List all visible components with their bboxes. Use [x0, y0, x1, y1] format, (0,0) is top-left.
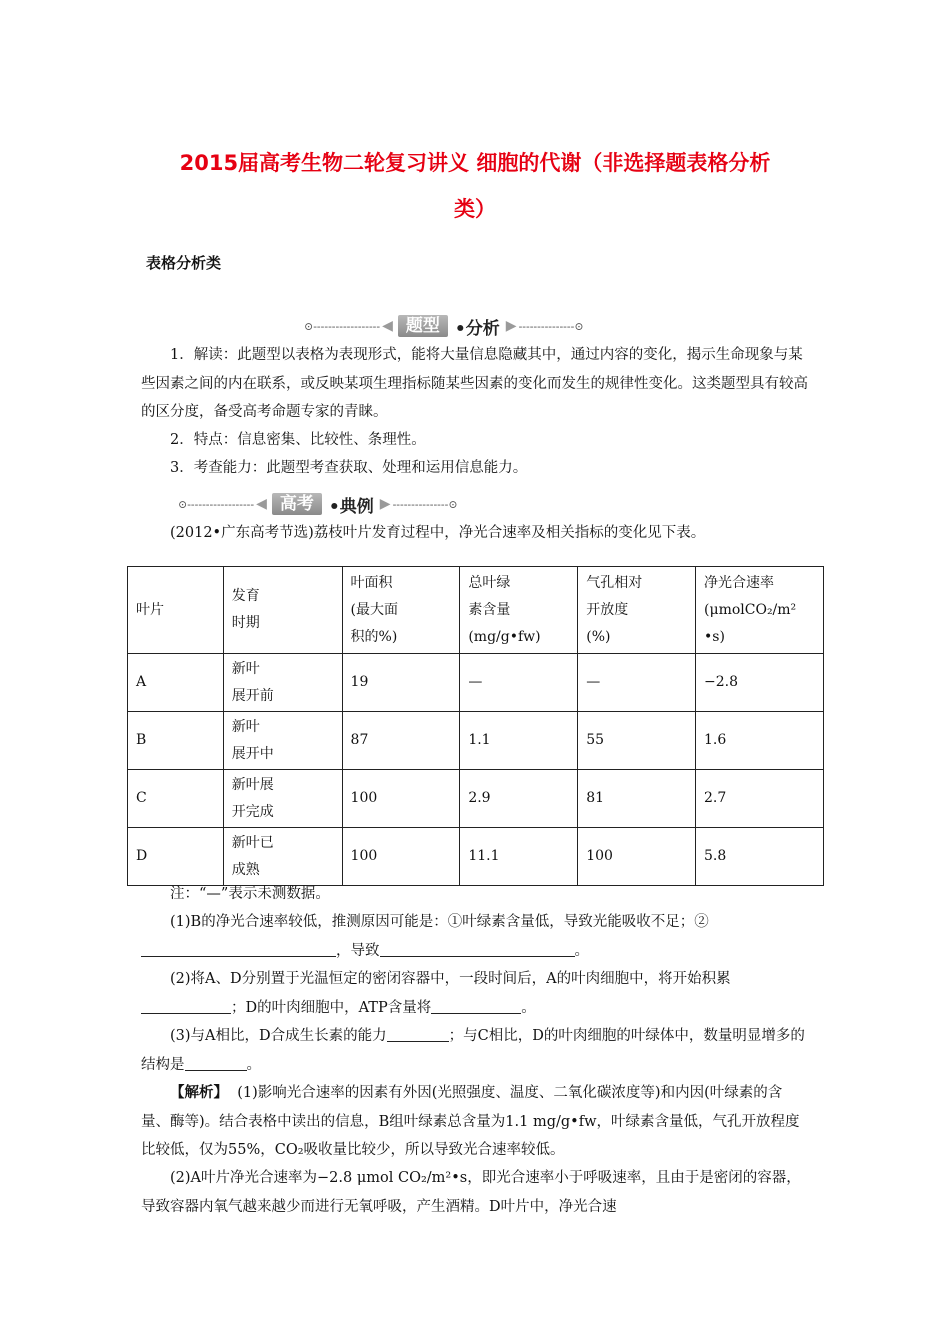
answer-blank[interactable] — [141, 940, 336, 957]
cell-chlorophyll: 2.9 — [460, 770, 578, 828]
header-cell: 总叶绿 素含量 (mg/g•fw) — [460, 567, 578, 654]
banner-question-type — [304, 313, 584, 339]
header-cell: 叶片 — [128, 567, 224, 654]
table-row — [128, 770, 824, 828]
question-3: (3)与A相比，D合成生长素的能力 ；与C相比，D的叶肉细胞的叶绿体中，数量明显增多的结构是 。 — [141, 1022, 809, 1079]
cell-stoma: 81 — [578, 770, 696, 828]
question-1: (1)B的净光合速率较低，推测原因可能是：①叶绿素含量低，导致光能吸收不足；②，导致 。 — [141, 908, 809, 965]
banner-suffix: •分析 — [454, 318, 500, 339]
cell-area: 19 — [342, 654, 460, 712]
analysis-point-3: 3．考查能力：此题型考查获取、处理和运用信息能力。 — [170, 460, 528, 476]
header-cell: 净光合速率 (μmolCO₂/m² •s) — [696, 567, 824, 654]
banner-tag: 高考 — [272, 493, 322, 515]
cell-leaf: B — [128, 712, 224, 770]
cell-leaf: C — [128, 770, 224, 828]
cell-rate: 2.7 — [696, 770, 824, 828]
solution-paragraph-1: 【解析】 (1)影响光合速率的因素有外因(光照强度、温度、二氧化碳浓度等)和内因(叶绿素的含量、酶等)。结合表格中读出的信息，B组叶绿素总含量为1.1 mg/g•fw，叶绿素含量低，气孔开放程度比较低，仅为55%，CO₂吸收量比较少，所以导致光合速率较低。 — [141, 1084, 800, 1158]
example-intro: (2012•广东高考节选)荔枝叶片发育过程中，净光合速率及相关指标的变化见下表。 — [170, 525, 706, 541]
banner-dashes-right: ---------------⊙ — [392, 497, 458, 511]
banner-dashes-left: ⊙------------------ — [304, 319, 381, 333]
cell-rate: 5.8 — [696, 828, 824, 886]
title-line-1: 2015届高考生物二轮复习讲义 细胞的代谢（非选择题表格分析 — [179, 151, 771, 175]
answer-blank[interactable] — [185, 1054, 247, 1071]
cell-stage: 新叶已 成熟 — [223, 828, 342, 886]
table-row — [128, 654, 824, 712]
analysis-point-2: 2．特点：信息密集、比较性、条理性。 — [170, 432, 426, 448]
left-arrow-icon: ◀ — [256, 496, 267, 512]
cell-area: 100 — [342, 770, 460, 828]
cell-chlorophyll: 1.1 — [460, 712, 578, 770]
cell-stoma: — — [578, 654, 696, 712]
cell-chlorophyll: 11.1 — [460, 828, 578, 886]
table-note: 注：“—”表示未测数据。 — [170, 886, 330, 902]
answer-blank[interactable] — [141, 997, 231, 1014]
cell-leaf: D — [128, 828, 224, 886]
answer-blank[interactable] — [380, 940, 575, 957]
left-arrow-icon: ◀ — [382, 318, 393, 334]
question-2: (2)将A、D分别置于光温恒定的密闭容器中，一段时间后，A的叶肉细胞中，将开始积累；D的叶肉细胞中，ATP含量将 。 — [141, 965, 809, 1022]
table-row — [128, 828, 824, 886]
document-title — [120, 140, 830, 232]
cell-rate: 1.6 — [696, 712, 824, 770]
header-cell: 叶面积 (最大面 积的%) — [342, 567, 460, 654]
cell-rate: −2.8 — [696, 654, 824, 712]
section-heading: 表格分析类 — [146, 254, 222, 272]
table-row — [128, 712, 824, 770]
cell-chlorophyll: — — [460, 654, 578, 712]
cell-stage: 新叶 展开前 — [223, 654, 342, 712]
cell-stage: 新叶 展开中 — [223, 712, 342, 770]
right-arrow-icon: ▶ — [379, 496, 391, 512]
banner-tag: 题型 — [398, 315, 448, 337]
header-cell: 发育 时期 — [223, 567, 342, 654]
solution-paragraph-2: (2)A叶片净光合速率为−2.8 μmol CO₂/m²•s，即光合速率小于呼吸速率，且由于是密闭的容器，导致容器内氧气越来越少而进行无氧呼吸，产生酒精。D叶片中，净光合速 — [141, 1170, 801, 1215]
right-arrow-icon: ▶ — [505, 318, 517, 334]
solution-label: 【解析】 — [170, 1084, 228, 1101]
banner-dashes-right: ---------------⊙ — [518, 319, 584, 333]
header-cell: 气孔相对 开放度 (%) — [578, 567, 696, 654]
cell-stoma: 100 — [578, 828, 696, 886]
banner-dashes-left: ⊙------------------ — [178, 497, 255, 511]
banner-exam-example — [178, 491, 458, 517]
cell-area: 87 — [342, 712, 460, 770]
answer-blank[interactable] — [431, 997, 521, 1014]
data-table — [127, 566, 824, 886]
table-header-row — [128, 567, 824, 654]
cell-stoma: 55 — [578, 712, 696, 770]
cell-area: 100 — [342, 828, 460, 886]
banner-suffix: •典例 — [328, 496, 374, 517]
title-line-2: 类） — [454, 197, 496, 221]
cell-leaf: A — [128, 654, 224, 712]
answer-blank[interactable] — [387, 1025, 449, 1042]
analysis-point-1: 1．解读：此题型以表格为表现形式，能将大量信息隐藏其中，通过内容的变化，揭示生命现象与某些因素之间的内在联系，或反映某项生理指标随某些因素的变化而发生的规律性变化。这类题型具有较高的区分度，备受高考命题专家的青睐。 — [141, 347, 808, 420]
cell-stage: 新叶展 开完成 — [223, 770, 342, 828]
